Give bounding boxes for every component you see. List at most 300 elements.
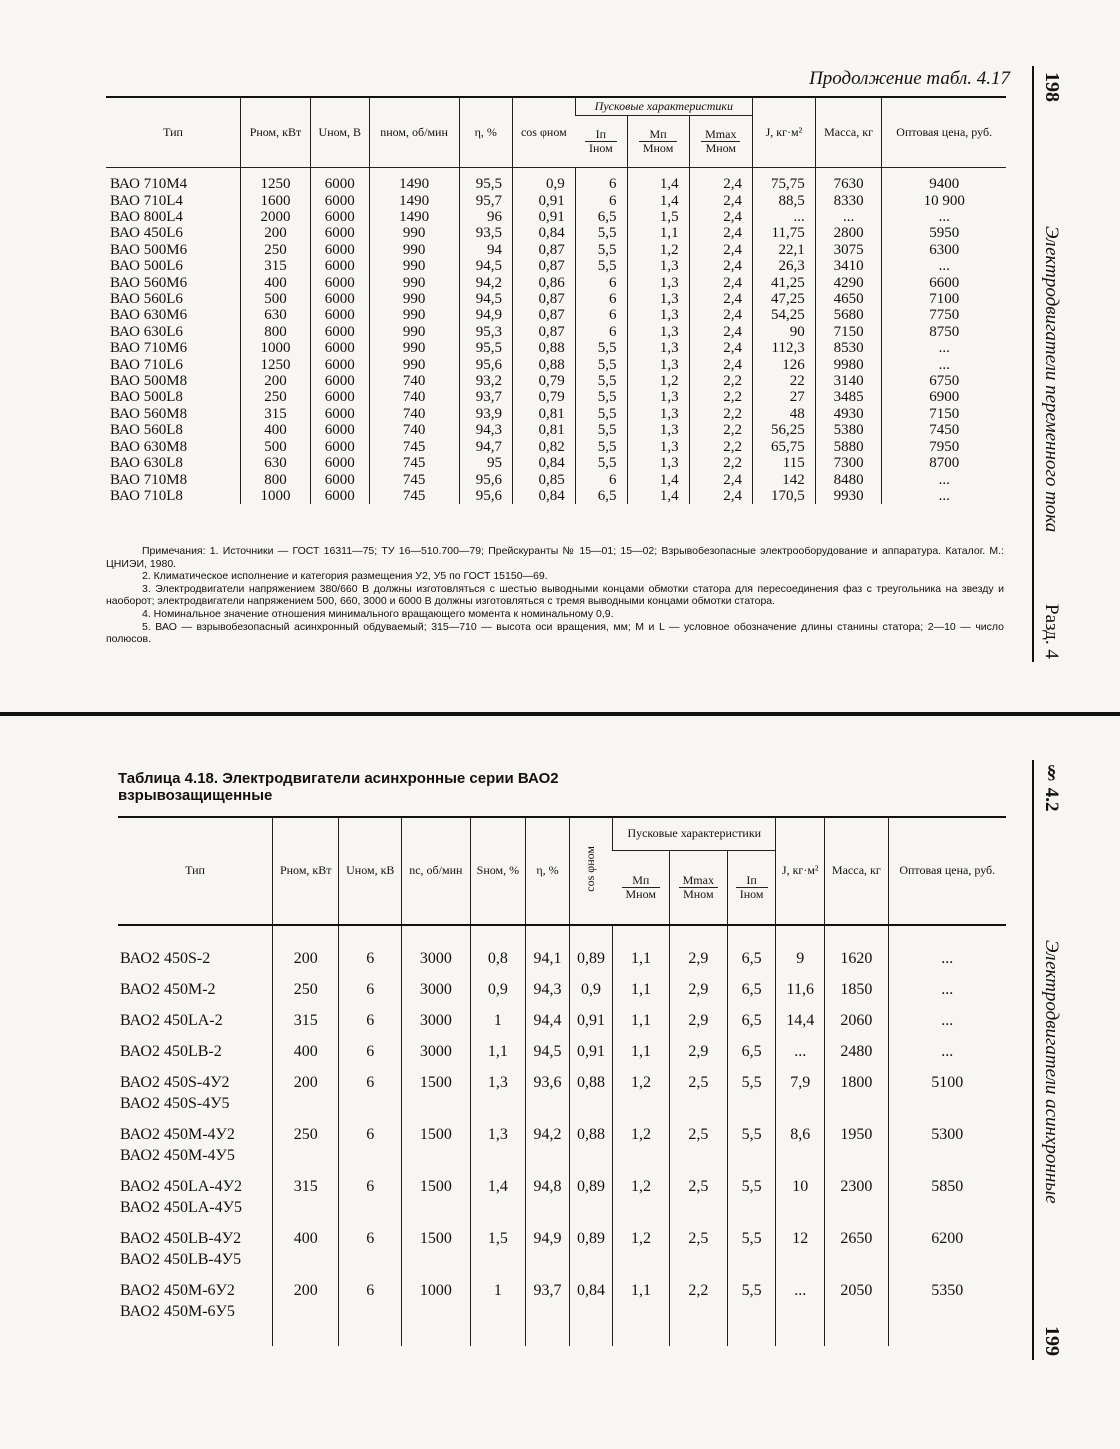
- table-cell: 3410: [815, 258, 882, 274]
- table-cell: 95: [459, 455, 512, 471]
- table-cell: 1,3: [627, 439, 689, 455]
- cell-mmax: 2,9: [669, 925, 727, 979]
- table-cell: 2,4: [689, 307, 752, 323]
- table-cell: 7300: [815, 455, 882, 471]
- table-row: [106, 291, 1006, 307]
- cell-mass: 2050: [825, 1280, 888, 1346]
- table-cell: ...: [882, 472, 1006, 488]
- table-cell: 1,4: [627, 168, 689, 193]
- table-cell: 95,7: [459, 193, 512, 209]
- table-cell: 315: [241, 258, 311, 274]
- note-5: 5. ВАО — взрывобезопасный асинхронный обдуваемый; 315—710 — высота оси вращения, мм; М и L — условное обозначение длины станины статора; 2—10 — число полюсов.: [106, 620, 1004, 646]
- cell-cos: 0,84: [569, 1280, 612, 1346]
- t2-col-mp-ratio: [613, 851, 669, 925]
- table-cell: ...: [882, 357, 1006, 373]
- table-cell: 200: [241, 225, 311, 241]
- table-4-17: [106, 96, 1006, 504]
- cell-n: 1000: [402, 1280, 470, 1346]
- table-cell: 26,3: [752, 258, 815, 274]
- table-cell: 745: [369, 439, 459, 455]
- table-cell: 94,5: [459, 291, 512, 307]
- table-cell: 95,5: [459, 168, 512, 193]
- cell-type: ВАО 710М8: [110, 471, 188, 488]
- table-cell: 6000: [310, 357, 369, 373]
- table-row: [118, 1010, 1006, 1041]
- table-cell: 1600: [241, 193, 311, 209]
- cell-j: 7,9: [776, 1072, 825, 1124]
- col-start-group: Пусковые характеристики: [575, 97, 752, 116]
- table-cell: 5,5: [575, 373, 627, 389]
- table-cell: 96: [459, 209, 512, 225]
- table-cell: 0,87: [512, 324, 575, 340]
- table-cell: 0,84: [512, 488, 575, 504]
- table-cell: 7450: [882, 422, 1006, 438]
- col-eta: η, %: [459, 97, 512, 168]
- type-line-1: ВАО2 450LA-4У2: [120, 1177, 242, 1195]
- cell-eta: 94,2: [526, 1124, 569, 1176]
- cell-cos: 0,88: [569, 1124, 612, 1176]
- table-row: [106, 406, 1006, 422]
- table-cell: 1,4: [627, 193, 689, 209]
- table-row: [106, 357, 1006, 373]
- t2-col-s: Sном, %: [470, 817, 526, 925]
- cell-u: 6: [339, 1010, 402, 1041]
- table-cell: 1,2: [627, 373, 689, 389]
- type-line-2: ВАО2 450М-4У5: [120, 1146, 235, 1164]
- table-row: [118, 979, 1006, 1010]
- table-cell: 745: [369, 488, 459, 504]
- table-cell: 6: [575, 291, 627, 307]
- type-line-2: ВАО2 450М-6У5: [120, 1302, 235, 1320]
- table-cell: 740: [369, 389, 459, 405]
- table-cell: 6000: [310, 324, 369, 340]
- table-cell: 6000: [310, 488, 369, 504]
- table-cell: 990: [369, 357, 459, 373]
- type-line-1: ВАО2 450LA-2: [120, 1011, 223, 1029]
- table-cell: 990: [369, 340, 459, 356]
- table-row: [118, 1228, 1006, 1280]
- col-ip-ratio: [575, 116, 627, 168]
- cell-mmax: 2,5: [669, 1072, 727, 1124]
- cell-type: [118, 1280, 273, 1346]
- cell-n: 1500: [402, 1176, 470, 1228]
- table-cell: 0,9: [512, 168, 575, 193]
- type-line-1: ВАО2 450S-4У2: [120, 1073, 230, 1091]
- table-cell: 990: [369, 275, 459, 291]
- table-cell: ...: [882, 488, 1006, 504]
- table-row: [106, 373, 1006, 389]
- table-cell: 6000: [310, 258, 369, 274]
- table-cell: 0,82: [512, 439, 575, 455]
- col-j: J, кг·м²: [752, 97, 815, 168]
- cell-j: 10: [776, 1176, 825, 1228]
- t2-col-j: J, кг·м²: [776, 817, 825, 925]
- table-cell: 94,7: [459, 439, 512, 455]
- table-cell: 1490: [369, 168, 459, 193]
- cell-s: 1,5: [470, 1228, 526, 1280]
- cell-eta: 94,9: [526, 1228, 569, 1280]
- table-cell: 4290: [815, 275, 882, 291]
- col-mmax-ratio: [689, 116, 752, 168]
- table-cell: 745: [369, 472, 459, 488]
- table-cell: 6000: [310, 242, 369, 258]
- table-cell: 7630: [815, 168, 882, 193]
- cell-mmax: 2,2: [669, 1280, 727, 1346]
- cell-j: ...: [776, 1041, 825, 1072]
- table-cell: 990: [369, 225, 459, 241]
- cell-mass: 2300: [825, 1176, 888, 1228]
- table-cell: 1000: [241, 488, 311, 504]
- table-cell: 6000: [310, 193, 369, 209]
- table-cell: 6000: [310, 168, 369, 193]
- cell-mass: 2650: [825, 1228, 888, 1280]
- table-cell: ...: [882, 340, 1006, 356]
- table-cell: 990: [369, 291, 459, 307]
- table-cell: 6,5: [575, 488, 627, 504]
- cell-eta: 94,8: [526, 1176, 569, 1228]
- table-cell: 990: [369, 324, 459, 340]
- table-cell: 0,84: [512, 225, 575, 241]
- table-cell: 1250: [241, 168, 311, 193]
- table-cell: 745: [369, 455, 459, 471]
- table-cell: 0,81: [512, 406, 575, 422]
- table-cell: 0,87: [512, 258, 575, 274]
- table-cell: 2,4: [689, 258, 752, 274]
- table-cell: 7100: [882, 291, 1006, 307]
- col-type: Тип: [106, 97, 241, 168]
- t2-col-type: Тип: [185, 863, 205, 878]
- cell-price: 5300: [888, 1124, 1006, 1176]
- cell-mass: 2060: [825, 1010, 888, 1041]
- table-cell: 95,6: [459, 357, 512, 373]
- side-section-bottom: § 4.2: [1041, 762, 1062, 812]
- table-cell: 1,3: [627, 357, 689, 373]
- t2-ip-numerator: Iп: [736, 874, 768, 888]
- table-row: [106, 225, 1006, 241]
- cell-s: 1: [470, 1280, 526, 1346]
- table-cell: 8330: [815, 193, 882, 209]
- cell-j: 8,6: [776, 1124, 825, 1176]
- type-line-1: ВАО2 450S-2: [120, 949, 211, 967]
- t2-col-ip-ratio: [727, 851, 775, 925]
- cell-type: [118, 1010, 273, 1041]
- table-cell: 500: [241, 291, 311, 307]
- cell-mp: 1,2: [613, 1176, 669, 1228]
- table-cell: 800: [241, 472, 311, 488]
- table-cell: 95,5: [459, 340, 512, 356]
- cell-n: 3000: [402, 1010, 470, 1041]
- table-cell: 5,5: [575, 455, 627, 471]
- table-4-18-title-line2: взрывозащищенные: [118, 787, 273, 804]
- cell-price: ...: [888, 1041, 1006, 1072]
- cell-mmax: 2,9: [669, 1010, 727, 1041]
- table-cell: 6000: [310, 406, 369, 422]
- table-cell: 1,3: [627, 275, 689, 291]
- table-cell: 2,2: [689, 455, 752, 471]
- cell-u: 6: [339, 1041, 402, 1072]
- cell-eta: 94,3: [526, 979, 569, 1010]
- table-cell: 2,2: [689, 406, 752, 422]
- cell-type: [118, 979, 273, 1010]
- cell-type: ВАО 710М4: [110, 176, 188, 193]
- cell-p: 200: [273, 1280, 339, 1346]
- table-cell: 7750: [882, 307, 1006, 323]
- cell-u: 6: [339, 1124, 402, 1176]
- table-cell: 65,75: [752, 439, 815, 455]
- cell-n: 3000: [402, 979, 470, 1010]
- table-cell: 1,3: [627, 406, 689, 422]
- table-cell: 6000: [310, 275, 369, 291]
- t2-col-n: nс, об/мин: [402, 817, 470, 925]
- table-cell: 9930: [815, 488, 882, 504]
- mp-numerator: Mп: [639, 128, 677, 142]
- table-cell: 126: [752, 357, 815, 373]
- note-3: 3. Электродвигатели напряжением 380/660 В должны изготовляться с шестью выводными концами обмотки статора для пересоединения фаз с треугольника на звезду и наоборот; электродвигатели напряжением 500, 660, 3000 и 6000 В должны изготовляться с тремя выводными концами обмотки статора.: [106, 582, 1004, 608]
- table-row: [106, 168, 1006, 193]
- t2-mp-denominator: Mном: [625, 886, 656, 901]
- cell-s: 0,8: [470, 925, 526, 979]
- cell-mp: 1,2: [613, 1124, 669, 1176]
- mp-denominator: Mном: [642, 141, 674, 156]
- cell-type: ВАО 630М6: [110, 307, 188, 324]
- table-cell: 1,3: [627, 291, 689, 307]
- table-cell: 2,4: [689, 340, 752, 356]
- table-cell: 8480: [815, 472, 882, 488]
- cell-mp: 1,2: [613, 1072, 669, 1124]
- t2-col-p: Pном, кВт: [273, 817, 339, 925]
- table-cell: 500: [241, 439, 311, 455]
- table-cell: 95,6: [459, 488, 512, 504]
- table-cell: 22: [752, 373, 815, 389]
- table-cell: 48: [752, 406, 815, 422]
- table-cell: 2,4: [689, 168, 752, 193]
- table-cell: 10 900: [882, 193, 1006, 209]
- cell-type: ВАО 710L6: [110, 356, 183, 373]
- cell-n: 1500: [402, 1124, 470, 1176]
- table-row: [106, 307, 1006, 323]
- t2-mmax-numerator: Mmax: [679, 874, 718, 888]
- table-cell: 0,81: [512, 422, 575, 438]
- table-cell: 1,3: [627, 258, 689, 274]
- cell-mmax: 2,9: [669, 979, 727, 1010]
- table-cell: 5880: [815, 439, 882, 455]
- table-cell: 6000: [310, 389, 369, 405]
- table-cell: 630: [241, 455, 311, 471]
- table-cell: 6000: [310, 373, 369, 389]
- cell-type: ВАО 450L6: [110, 225, 183, 242]
- cell-u: 6: [339, 1176, 402, 1228]
- table-cell: 4930: [815, 406, 882, 422]
- cell-mmax: 2,5: [669, 1176, 727, 1228]
- cell-s: 0,9: [470, 979, 526, 1010]
- table-row: [106, 209, 1006, 225]
- cell-p: 250: [273, 979, 339, 1010]
- table-cell: 1,3: [627, 389, 689, 405]
- table-cell: 3140: [815, 373, 882, 389]
- table-cell: 990: [369, 242, 459, 258]
- table-row: [118, 1176, 1006, 1228]
- table-cell: 56,25: [752, 422, 815, 438]
- table-cell: 800: [241, 324, 311, 340]
- cell-mp: 1,1: [613, 925, 669, 979]
- cell-price: ...: [888, 1010, 1006, 1041]
- cell-eta: 94,1: [526, 925, 569, 979]
- cell-s: 1,4: [470, 1176, 526, 1228]
- cell-type: ВАО 710L4: [110, 192, 183, 209]
- table-cell: 6000: [310, 472, 369, 488]
- mmax-denominator: Mном: [705, 141, 737, 156]
- table-cell: 315: [241, 406, 311, 422]
- table-cell: 5380: [815, 422, 882, 438]
- table-cell: 1,3: [627, 455, 689, 471]
- table-cell: 5,5: [575, 225, 627, 241]
- table-row: [118, 1072, 1006, 1124]
- table-cell: 6: [575, 193, 627, 209]
- cell-price: 6200: [888, 1228, 1006, 1280]
- cell-type: ВАО 630L8: [110, 455, 183, 472]
- table-4-18: [118, 816, 1006, 1346]
- table-cell: 0,84: [512, 455, 575, 471]
- t2-mp-numerator: Mп: [622, 874, 660, 888]
- table-cell: 1000: [241, 340, 311, 356]
- cell-ip: 6,5: [727, 979, 775, 1010]
- table-cell: 27: [752, 389, 815, 405]
- cell-p: 400: [273, 1041, 339, 1072]
- table-cell: 2,2: [689, 373, 752, 389]
- table-cell: 94,2: [459, 275, 512, 291]
- table-cell: 170,5: [752, 488, 815, 504]
- cell-cos: 0,88: [569, 1072, 612, 1124]
- table-cell: 6000: [310, 455, 369, 471]
- table-cell: 95,3: [459, 324, 512, 340]
- table-cell: 2000: [241, 209, 311, 225]
- mmax-numerator: Mmax: [701, 128, 740, 142]
- table-cell: 8750: [882, 324, 1006, 340]
- table-row: [106, 258, 1006, 274]
- cell-mmax: 2,5: [669, 1124, 727, 1176]
- cell-j: 11,6: [776, 979, 825, 1010]
- table-cell: 6900: [882, 389, 1006, 405]
- table-cell: 6000: [310, 439, 369, 455]
- cell-ip: 5,5: [727, 1124, 775, 1176]
- table-cell: 0,91: [512, 209, 575, 225]
- table-cell: 6,5: [575, 209, 627, 225]
- cell-type: [118, 925, 273, 979]
- table-cell: 8530: [815, 340, 882, 356]
- cell-mp: 1,1: [613, 979, 669, 1010]
- note-2: 2. Климатическое исполнение и категория размещения У2, У5 по ГОСТ 15150—69.: [142, 570, 548, 583]
- table-cell: 95,6: [459, 472, 512, 488]
- table-row: [106, 439, 1006, 455]
- cell-eta: 94,4: [526, 1010, 569, 1041]
- cell-mass: 1950: [825, 1124, 888, 1176]
- table-cell: 2,4: [689, 242, 752, 258]
- type-line-2: ВАО2 450LB-4У5: [120, 1250, 242, 1268]
- table-cell: 1,2: [627, 242, 689, 258]
- cell-type: ВАО 630L6: [110, 323, 183, 340]
- cell-j: 9: [776, 925, 825, 979]
- table-cell: 5,5: [575, 357, 627, 373]
- cell-cos: 0,91: [569, 1010, 612, 1041]
- cell-ip: 6,5: [727, 1041, 775, 1072]
- table-cell: 250: [241, 389, 311, 405]
- cell-type: [118, 1072, 273, 1124]
- type-line-1: ВАО2 450М-6У2: [120, 1281, 235, 1299]
- table-cell: 0,87: [512, 307, 575, 323]
- col-u: Uном, В: [310, 97, 369, 168]
- table-cell: ...: [882, 258, 1006, 274]
- cell-type: [118, 1041, 273, 1072]
- table-row: [106, 455, 1006, 471]
- cell-price: 5100: [888, 1072, 1006, 1124]
- table-cell: 2,4: [689, 275, 752, 291]
- cell-ip: 5,5: [727, 1280, 775, 1346]
- table-row: [118, 925, 1006, 979]
- cell-n: 1500: [402, 1072, 470, 1124]
- t2-col-u: Uном, кВ: [339, 817, 402, 925]
- table-cell: 2,4: [689, 209, 752, 225]
- cell-type: [118, 1124, 273, 1176]
- cell-type: ВАО 500L8: [110, 389, 183, 406]
- table-cell: 2,2: [689, 389, 752, 405]
- table-4-18-title: [118, 770, 559, 804]
- table-row: [106, 389, 1006, 405]
- t2-col-start-group: Пусковые характеристики: [613, 817, 776, 851]
- table-cell: 2,4: [689, 291, 752, 307]
- cell-s: 1,3: [470, 1124, 526, 1176]
- table-cell: 93,5: [459, 225, 512, 241]
- table-cell: 5,5: [575, 389, 627, 405]
- table-cell: 94: [459, 242, 512, 258]
- table-cell: 250: [241, 242, 311, 258]
- col-price: Оптовая цена, руб.: [882, 97, 1006, 168]
- cell-mass: 1850: [825, 979, 888, 1010]
- cell-type: ВАО 560L8: [110, 422, 183, 439]
- table-cell: 6: [575, 472, 627, 488]
- table-cell: 0,91: [512, 193, 575, 209]
- cell-type: [118, 1228, 273, 1280]
- cell-type: ВАО 630М8: [110, 438, 188, 455]
- table-cell: 0,87: [512, 291, 575, 307]
- table-cell: 1,3: [627, 307, 689, 323]
- table-cell: 5,5: [575, 258, 627, 274]
- table-cell: 6: [575, 324, 627, 340]
- table-cell: 0,87: [512, 242, 575, 258]
- t2-col-mmax-ratio: [669, 851, 727, 925]
- cell-s: 1,3: [470, 1072, 526, 1124]
- cell-price: ...: [888, 979, 1006, 1010]
- type-line-2: ВАО2 450S-4У5: [120, 1094, 230, 1112]
- cell-eta: 94,5: [526, 1041, 569, 1072]
- cell-type: ВАО 710М6: [110, 340, 188, 357]
- table-cell: 94,9: [459, 307, 512, 323]
- cell-s: 1: [470, 1010, 526, 1041]
- ip-numerator: Iп: [585, 128, 617, 142]
- cell-ip: 6,5: [727, 925, 775, 979]
- table-row: [106, 242, 1006, 258]
- t2-col-cos: [569, 817, 612, 925]
- cell-type: ВАО 800L4: [110, 209, 183, 225]
- cell-p: 315: [273, 1010, 339, 1041]
- cell-n: 3000: [402, 1041, 470, 1072]
- cell-u: 6: [339, 925, 402, 979]
- table-row: [118, 1280, 1006, 1346]
- cell-price: ...: [888, 925, 1006, 979]
- table-cell: 0,85: [512, 472, 575, 488]
- table-cell: 7150: [882, 406, 1006, 422]
- table-cell: 0,79: [512, 389, 575, 405]
- table-cell: 740: [369, 422, 459, 438]
